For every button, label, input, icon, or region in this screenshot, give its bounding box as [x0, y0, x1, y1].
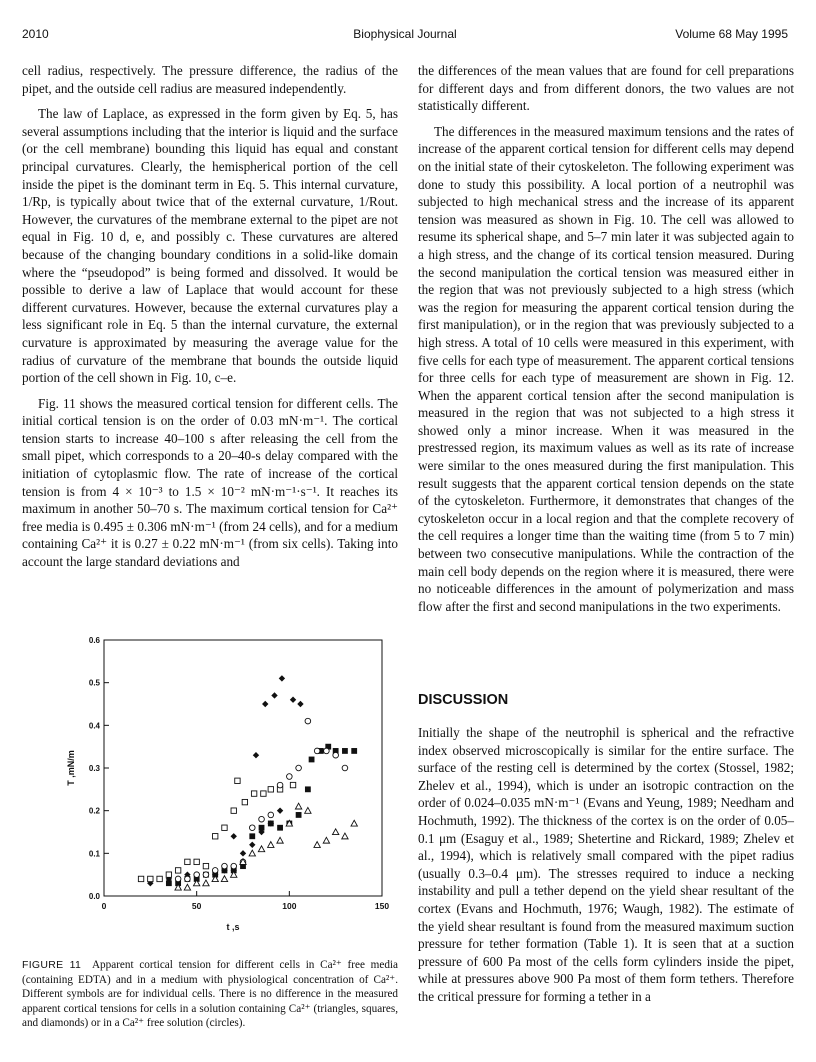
data-point-square-open	[148, 876, 153, 881]
right-column	[418, 62, 794, 615]
data-point-triangle	[342, 833, 348, 839]
data-point-diamond	[271, 692, 277, 698]
data-point-square-filled	[268, 821, 274, 827]
running-header	[22, 27, 788, 45]
data-point-circle	[305, 718, 311, 724]
data-point-circle	[342, 765, 348, 771]
y-axis-label: T ,mN/m	[66, 750, 76, 786]
data-point-square-filled	[305, 786, 311, 792]
data-point-circle	[212, 868, 218, 874]
data-point-square-open	[242, 799, 247, 804]
data-point-square-filled	[259, 825, 265, 831]
data-point-triangle	[268, 842, 274, 848]
data-point-square-filled	[166, 880, 172, 886]
data-point-diamond	[279, 675, 285, 681]
data-point-triangle	[277, 837, 283, 843]
data-point-square-open	[203, 863, 208, 868]
y-tick-label: 0.4	[88, 721, 100, 731]
data-point-square-open	[268, 787, 273, 792]
data-point-circle	[296, 765, 302, 771]
paragraph: the differences of the mean values that are found for cell preparations for different days and from different donors, the two values are not statistically different.	[418, 63, 794, 114]
data-point-diamond	[290, 697, 296, 703]
y-tick-label: 0.2	[88, 806, 100, 816]
data-point-circle	[203, 872, 209, 878]
data-point-square-open	[166, 872, 171, 877]
data-point-diamond	[249, 842, 255, 848]
data-point-triangle	[305, 807, 311, 813]
data-point-square-open	[290, 782, 295, 787]
data-point-square-open	[261, 791, 266, 796]
data-point-square-open	[185, 859, 190, 864]
data-point-diamond	[297, 701, 303, 707]
discussion-column	[418, 724, 794, 1006]
data-point-circle	[314, 748, 320, 754]
data-point-circle	[259, 816, 265, 822]
paragraph: cell radius, respectively. The pressure difference, the radius of the pipet, and the outside cell radius are measured independently.	[22, 63, 398, 96]
page-number: 2010	[22, 27, 49, 41]
data-point-circle	[194, 872, 200, 878]
data-point-triangle	[184, 884, 190, 890]
data-point-triangle	[314, 842, 320, 848]
left-column	[22, 62, 398, 571]
x-tick-label: 50	[191, 901, 202, 911]
data-point-square-filled	[296, 812, 302, 818]
data-point-triangle	[221, 876, 227, 882]
data-point-circle	[333, 752, 339, 758]
y-tick-label: 0.5	[88, 678, 100, 688]
data-point-triangle	[351, 820, 357, 826]
figure-11	[22, 628, 398, 952]
data-point-circle	[277, 782, 283, 788]
section-heading-discussion: DISCUSSION	[418, 692, 509, 708]
x-axis-label: t ,s	[226, 922, 240, 932]
data-point-triangle	[203, 880, 209, 886]
data-point-diamond	[262, 701, 268, 707]
y-tick-label: 0.1	[88, 849, 100, 859]
journal-title: Biophysical Journal	[353, 27, 457, 41]
data-point-square-open	[138, 876, 143, 881]
y-tick-label: 0.6	[88, 636, 100, 645]
data-point-square-filled	[277, 825, 283, 831]
caption-text: Apparent cortical tension for different cells in Ca²⁺ free media (containing EDTA) and in a medium with physiological concentration of Ca²⁺. Different symbols are for individual cells. There is no difference in the measured apparent cortical tensions for cells in a solution containing Ca²⁺ (triangles, squares, and diamonds) or in a Ca²⁺ free solution (circles).	[22, 959, 398, 1030]
data-point-circle	[324, 748, 330, 754]
paragraph: The law of Laplace, as expressed in the form given by Eq. 5, has several assumptions including that the interior is liquid and the surface (or the cell membrane) bounding this liquid has equal and constant principal curvatures. Clearly, the hemispherical portion of the cell inside the pipet is the dominant term in Eq. 5. This internal curvature, 1/Rp, is typically about twice that of the external curvature, 1/Rout. However, the curvatures of the membrane external to the pipet are not equal in Fig. 10 d, e, and possibly c. These curvatures are altered because of the changing boundary conditions in a solid-like domain where the “pseudopod” is being formed and dissolved. It would be possible to derive a law of Laplace that would account for these different curvatures. However, because the external curvatures play a less significant role in Eq. 5 than the internal curvature, the external curvature is approximated by measuring the average value for the radius of curvature of the membrane that bounds the outside liquid portion of the cell shown in Fig. 10, c–e.	[22, 106, 398, 386]
data-point-circle	[231, 863, 237, 869]
data-point-square-open	[235, 778, 240, 783]
data-point-square-open	[194, 859, 199, 864]
data-point-diamond	[240, 850, 246, 856]
data-point-circle	[222, 863, 228, 869]
figure-caption	[22, 958, 398, 1031]
paragraph: Initially the shape of the neutrophil is spherical and the refractive index observed microscopically is similar for the entire surface. The surface of the resting cell is determined by the cortex (Stossel, 1982; Zhelev et al., 1994), which is under an isotropic contraction on the order of 0.024–0.035 mN·m⁻¹ (Evans and Yeung, 1989; Needham and Hochmuth, 1992). The thickness of the cortex is on the order of 0.05–0.1 μm (Esaguy et al., 1989; Shetertine and Rickard, 1989; Zhelev et al., 1994), which is relatively small compared with the pipet radius (usually 0.3–0.4 μm). The stresses required to induce a necking instability and pull a tether depend on the yield shear resultant of the cortex (Evans and Hochmuth, 1976; Waugh, 1982). The estimate of the yield shear resultant is found from the measured maximum suction pressure for tether formation (Table 1). It is seen that at a suction pressure of 600 Pa most of the cells form cylinders inside the pipet, while at pressures above 900 Pa most of them form tethers. Therefore the critical pressure for forming a tether in a	[418, 725, 794, 1004]
paragraph: Fig. 11 shows the measured cortical tension for different cells. The initial cortical tension is on the order of 0.03 mN·m⁻¹. The cortical tension starts to increase 40–100 s after releasing the cell from the small pipet, which corresponds to a 20–40-s delay compared with the initiation of cytoplasmic flow. The rate of increase of the cortical tension is from 4 × 10⁻³ to 1.5 × 10⁻² mN·m⁻¹·s⁻¹. It reaches its maximum in another 50–70 s. The maximum cortical tension for Ca²⁺ free media is 0.495 ± 0.306 mN·m⁻¹ (from 24 cells), and for a medium containing Ca²⁺ it is 0.27 ± 0.22 mN·m⁻¹ (from six cells). Taking into account the large standard deviations and	[22, 395, 398, 570]
x-tick-label: 0	[101, 901, 107, 911]
data-point-circle	[175, 876, 181, 882]
data-point-square-filled	[351, 748, 357, 754]
data-point-circle	[249, 825, 255, 831]
caption-label: FIGURE 11	[22, 959, 82, 971]
data-point-diamond	[253, 752, 259, 758]
y-tick-label: 0.0	[88, 892, 100, 901]
data-point-square-open	[251, 791, 256, 796]
data-point-square-open	[213, 834, 218, 839]
x-tick-label: 100	[282, 901, 297, 911]
data-point-square-open	[222, 825, 227, 830]
tension-scatter-chart	[22, 628, 398, 952]
data-point-circle	[268, 812, 274, 818]
data-point-diamond	[231, 833, 237, 839]
data-point-triangle	[258, 846, 264, 852]
data-point-circle	[185, 876, 191, 882]
x-tick-label: 150	[374, 901, 390, 911]
data-point-triangle	[323, 837, 329, 843]
y-tick-label: 0.3	[88, 764, 100, 773]
volume-info: Volume 68 May 1995	[675, 27, 788, 41]
data-point-square-filled	[309, 757, 315, 763]
data-point-circle	[287, 774, 293, 780]
data-point-triangle	[332, 829, 338, 835]
data-point-square-open	[231, 808, 236, 813]
data-point-square-filled	[249, 833, 255, 839]
data-point-triangle	[249, 850, 255, 856]
data-point-square-open	[175, 868, 180, 873]
data-point-square-filled	[342, 748, 348, 754]
data-point-diamond	[277, 807, 283, 813]
data-point-square-open	[157, 876, 162, 881]
paragraph: The differences in the measured maximum tensions and the rates of increase of the apparent cortical tension for different cells may depend on the initial state of their cytoskeleton. The following experiment was done to study this possibility. A local portion of a neutrophil was subjected to high mechanical stress and the increase of its apparent tension was measured as shown in Fig. 10. The cell was allowed to resume its spherical shape, and 5–7 min later it was subjected again to a high stress, and the change of its cortical tension measured. During the second manipulation the cortical tension was measured either in the region that was not previously subjected to a high stress (which was the region for measuring the apparent cortical tension during the first manipulation), or in the region that was previously subjected to a high stress. A total of 10 cells were measured in this experiment, with five cells for each type of measurement. The apparent cortical tensions for three cells for each type of measurement are shown in Fig. 12. When the apparent cortical tension after the second manipulation is measured in the region that was not subjected to a high stress it showed only a minor increase. When it was measured in the prestressed region, its maximum values as well as its rate of increase were similar to the ones measured during the first manipulation. This result suggests that the apparent cortical tension depends on the state of the cytoskeleton. Furthermore, it demonstrates that changes of the cytoskeleton occur in a local region and that the complete recovery of the cell requires a longer time than the waiting time (from 5 to 7 min) between two consecutive manipulations. While the contraction of the main cell body depends on the region where it is measured, there were no noticeable differences in the amount of polymerization and mass flow after the first and second manipulations in the two experiments.	[418, 123, 794, 614]
data-point-triangle	[295, 803, 301, 809]
plot-frame	[104, 640, 382, 896]
